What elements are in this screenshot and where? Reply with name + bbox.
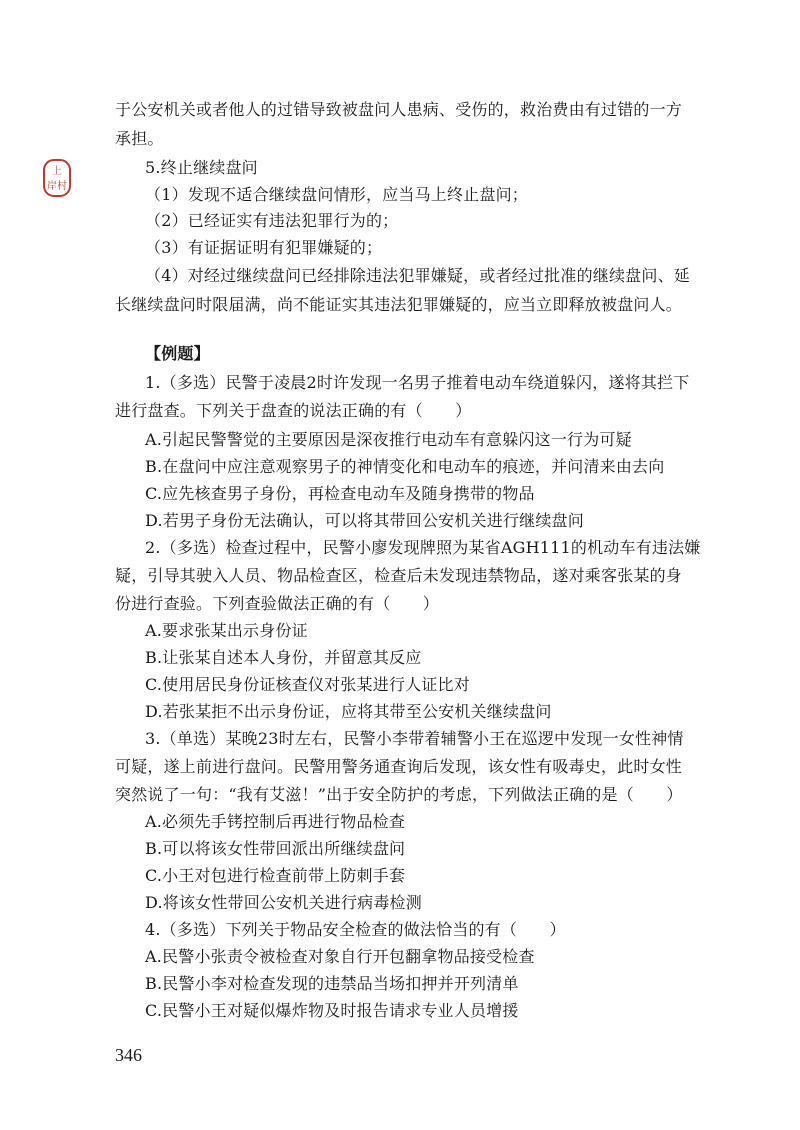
option-line: C.使用居民身份证核查仪对张某进行人证比对 xyxy=(145,675,470,694)
seal-stamp-graphic xyxy=(42,158,72,198)
question-line: 可疑，遂上前进行盘问。民警用警务通查询后发现，该女性有吸毒史，此时女性 xyxy=(115,757,683,776)
option-line: A.必须先手铐控制后再进行物品检查 xyxy=(145,812,406,831)
option-line: D.若男子身份无法确认，可以将其带回公安机关进行继续盘问 xyxy=(145,511,584,530)
paragraph-line: 承担。 xyxy=(115,129,164,148)
question-line: 进行盘查。下列关于盘查的说法正确的有（ ） xyxy=(115,401,472,420)
option-line: B.在盘问中应注意观察男子的神情变化和电动车的痕迹，并问清来由去向 xyxy=(145,457,665,476)
list-item: （4）对经过继续盘问已经排除违法犯罪嫌疑，或者经过批准的继续盘问、延 xyxy=(145,266,690,285)
option-line: C.应先核查男子身份，再检查电动车及随身携带的物品 xyxy=(145,484,535,503)
option-line: B.可以将该女性带回派出所继续盘问 xyxy=(145,839,406,858)
page-number: 346 xyxy=(115,1045,142,1065)
option-line: D.将该女性带回公安机关进行病毒检测 xyxy=(145,893,422,912)
section-heading: 5.终止继续盘问 xyxy=(145,158,258,177)
list-item: （2）已经证实有违法犯罪行为的； xyxy=(145,211,399,230)
question-line: 2.（多选）检查过程中，民警小廖发现牌照为某省AGH111的机动车有违法嫌 xyxy=(145,538,701,557)
option-line: C.小王对包进行检查前带上防刺手套 xyxy=(145,866,406,885)
question-line: 突然说了一句：“我有艾滋！”出于安全防护的考虑，下列做法正确的是（ ） xyxy=(115,785,683,804)
svg-text:岸村: 岸村 xyxy=(47,181,67,192)
list-item: （3）有证据证明有犯罪嫌疑的； xyxy=(145,238,383,257)
list-item: （1）发现不适合继续盘问情形，应当马上终止盘问； xyxy=(145,185,528,204)
example-heading: 【例题】 xyxy=(145,344,210,363)
paragraph-line: 于公安机关或者他人的过错导致被盘问人患病、受伤的，救治费由有过错的一方 xyxy=(115,100,683,119)
paragraph-line: 长继续盘问时限届满，尚不能证实其违法犯罪嫌疑的，应当立即释放被盘问人。 xyxy=(115,295,683,314)
option-line: B.民警小李对检查发现的违禁品当场扣押并开列清单 xyxy=(145,974,519,993)
option-line: B.让张某自述本人身份，并留意其反应 xyxy=(145,648,422,667)
question-line: 1.（多选）民警于凌晨2时许发现一名男子推着电动车绕道躲闪，遂将其拦下 xyxy=(145,373,690,392)
option-line: D.若张某拒不出示身份证，应将其带至公安机关继续盘问 xyxy=(145,702,552,721)
option-line: A.要求张某出示身份证 xyxy=(145,621,308,640)
svg-text:上: 上 xyxy=(52,166,62,177)
question-line: 3.（单选）某晚23时左右，民警小李带着辅警小王在巡逻中发现一女性神情 xyxy=(145,729,684,748)
question-line: 份进行查验。下列查验做法正确的有（ ） xyxy=(115,594,440,613)
option-line: C.民警小王对疑似爆炸物及时报告请求专业人员增援 xyxy=(145,1001,519,1020)
option-line: A.民警小张责令被检查对象自行开包翻拿物品接受检查 xyxy=(145,947,535,966)
seal-stamp-icon xyxy=(42,158,72,198)
question-line: 疑，引导其驶入人员、物品检查区，检查后未发现违禁物品，遂对乘客张某的身 xyxy=(115,566,683,585)
option-line: A.引起民警警觉的主要原因是深夜推行电动车有意躲闪这一行为可疑 xyxy=(145,430,632,449)
question-line: 4.（多选）下列关于物品安全检查的做法恰当的有（ ） xyxy=(145,920,566,939)
